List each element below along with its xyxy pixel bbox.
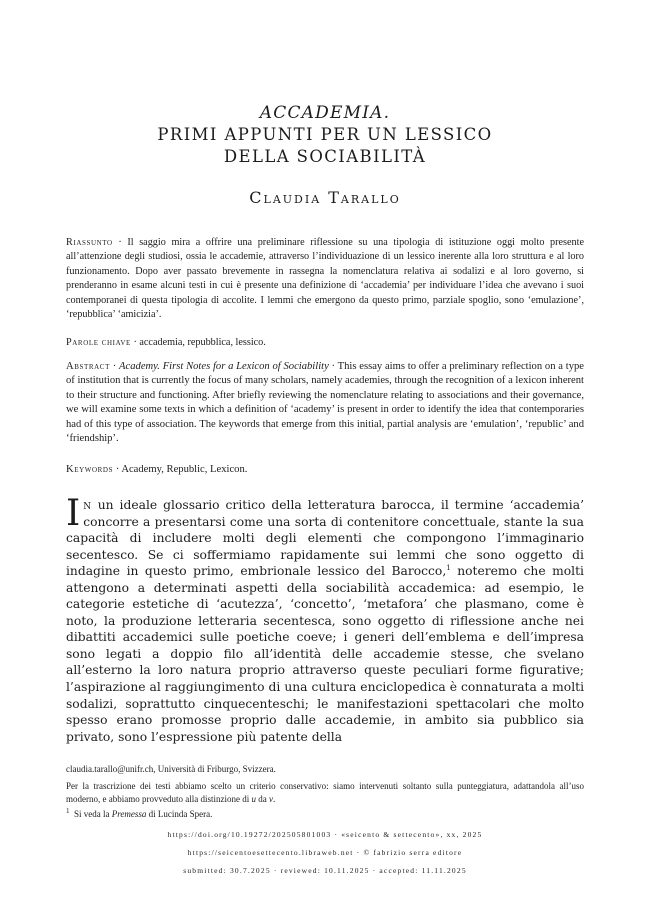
body-text (66, 493, 584, 745)
parole-chiave-label: Parole chiave (66, 337, 131, 348)
parole-chiave-text: accademia, repubblica, lessico. (139, 337, 266, 348)
author-name: Claudia Tarallo (249, 188, 401, 207)
footnote-1-italic: Premessa (111, 809, 147, 819)
body-text-part-1: un ideale glossario critico della letteratura barocca, il termine ‘accademia’ concorre a presentarsi come una sorta di contenitore concettuale, stante la sua capacità di includere molti degli elementi che compongono l’immaginario secentesco. Se ci soffermiamo rapidamente sui lemmi che sono oggetto di indagine in questo primo, embrionale lessico del Barocco, (66, 498, 584, 579)
keywords-text: Academy, Republic, Lexicon. (121, 464, 248, 475)
footer-site[interactable]: https://seicentoesettecento.libraweb.net · © fabrizio serra editore (187, 848, 463, 857)
transcription-text: Per la trascrizione dei testi abbiamo scelto un criterio conservativo: siamo intervenuti soltanto sulla punteggiatura, adattandola all’uso moderno, e abbiamo provveduto alla distinzione di (66, 781, 584, 804)
riassunto-label: Riassunto (66, 237, 113, 248)
parole-chiave-block: Parole chiave · accademia, repubblica, lessico. (66, 337, 266, 348)
footnote-affiliation: claudia.tarallo@unifr.ch, Università di Friburgo, Svizzera. (66, 764, 276, 774)
title-line-3: DELLA SOCIABILITÀ (223, 147, 427, 166)
footnote-transcription: Per la trascrizione dei testi abbiamo scelto un criterio conservativo: siamo intervenuti soltanto sulla punteggiatura, adattandola all’uso moderno, e abbiamo provveduto alla distinzione di u da v. (66, 781, 584, 804)
abstract-block: Abstract · Academy. First Notes for a Lexicon of Sociability · This essay aims to offer a preliminary reflection on a type of institution that is currently the focus of many scholars, namely academies, through the recognition of a lexicon inherent to their structure and functioning. After briefly reviewing the nomenclature relating to associations and their governance, we will examine some texts in which a definition of ‘academy’ is present in order to identify the idea that contemporaries had of this type of association. The keywords that emerge from this initial, partial analysis are ‘emulation’, ‘republic’ and ‘friendship’. (66, 361, 584, 445)
body-paragraph (66, 493, 584, 745)
footnote-1-number: 1 (66, 807, 70, 815)
footer-doi[interactable]: https://doi.org/10.19272/202505801003 · «seicento & settecento», xx, 2025 (167, 830, 483, 839)
title-line-1: ACCADEMIA. (259, 103, 391, 123)
keywords-label: Keywords (66, 464, 114, 475)
body-text-part-2: noteremo che molti attengono a determinati aspetti della sociabilità accademica: ad esempio, le categorie estetiche di ‘acutezza’, ‘concetto’, ‘metafora’ che plasmano, come è noto, la produzione letteraria secentesca, sono oggetto di riflessione anche nei dibattiti accademici sulle poetiche coeve; i generi dell’emblema e dell’impresa sono legati a doppio filo all’identità delle accademie stesse, che svelano all’esterno la loro natura proprio attraverso queste peculiari forme figurative; l’aspirazione al raggiungimento di una cultura enciclopedica è connaturata a molti sodalizi, soprattutto cinquecenteschi; le manifestazioni spettacolari che molto spesso erano promosse proprio dalle accademie, in ambito sia pubblico sia privato, sono l’espressione più patente della (66, 564, 584, 744)
first-word-rest: n (83, 498, 92, 512)
transcription-v: v (268, 793, 273, 804)
riassunto-text: Il saggio mira a offrire una preliminare riflessione su una tipologia di istituzione oggi molto presente all’attenzione degli studiosi, ossia le accademie, attraverso l’individuazione di un lessico inerente alla loro struttura e al loro funzionamento. Dopo aver passato brevemente in rassegna la nomenclatura relativa ai sodalizi e al loro governo, si prenderanno in esame alcuni testi in cui è presente una definizione di ‘accademia’ per individuare l’idea che avevano i suoi contemporanei di questa tipologia di accolite. I lemmi che emergono da questo primo, parziale spoglio, sono ‘emulazione’, ‘repubblica’ ‘amicizia’. (66, 237, 584, 321)
footnote-1 (66, 808, 584, 821)
article-title (0, 102, 650, 168)
footer-dates: submitted: 30.7.2025 · reviewed: 10.11.2025 · accepted: 11.11.2025 (183, 866, 467, 875)
keywords-block: Keywords · Academy, Republic, Lexicon. (66, 464, 248, 475)
drop-cap: I (66, 493, 81, 534)
abstract-label: Abstract (66, 361, 110, 372)
abstract-title: Academy. First Notes for a Lexicon of Sociability (119, 361, 329, 372)
footnote-1-end: di Lucinda Spera. (148, 809, 213, 819)
footnote-1-text: Si veda la (74, 809, 110, 819)
title-line-2: PRIMI APPUNTI PER UN LESSICO (157, 125, 493, 144)
footnote-ref-1[interactable]: 1 (446, 564, 451, 573)
riassunto-block: Riassunto · Il saggio mira a offrire una preliminare riflessione su una tipologia di istituzione oggi molto presente all’attenzione degli studiosi, ossia le accademie, attraverso l’individuazione di un lessico inerente alla loro struttura e al loro funzionamento. Dopo aver passato brevemente in rassegna la nomenclatura relativa ai sodalizi e al loro governo, si prenderanno in esame alcuni testi in cui è presente una definizione di ‘accademia’ per individuare l’idea che avevano i suoi contemporanei di questa tipologia di accolite. I lemmi che emergono da questo primo, parziale spoglio, sono ‘emulazione’, ‘repubblica’ ‘amicizia’. (66, 237, 584, 321)
abstract-text: This essay aims to offer a preliminary reflection on a type of institution that is currently the focus of many scholars, namely academies, through the recognition of a lexicon inherent to their structure and functioning. After briefly reviewing the nomenclature relating to associations and their governance, we will examine some texts in which a definition of ‘academy’ is present in order to identify the idea that contemporaries had of this type of association. The keywords that emerge from this initial, partial analysis are ‘emulation’, ‘republic’ and ‘friendship’. (66, 361, 584, 445)
transcription-da: da (258, 793, 267, 804)
transcription-u: u (251, 793, 256, 804)
